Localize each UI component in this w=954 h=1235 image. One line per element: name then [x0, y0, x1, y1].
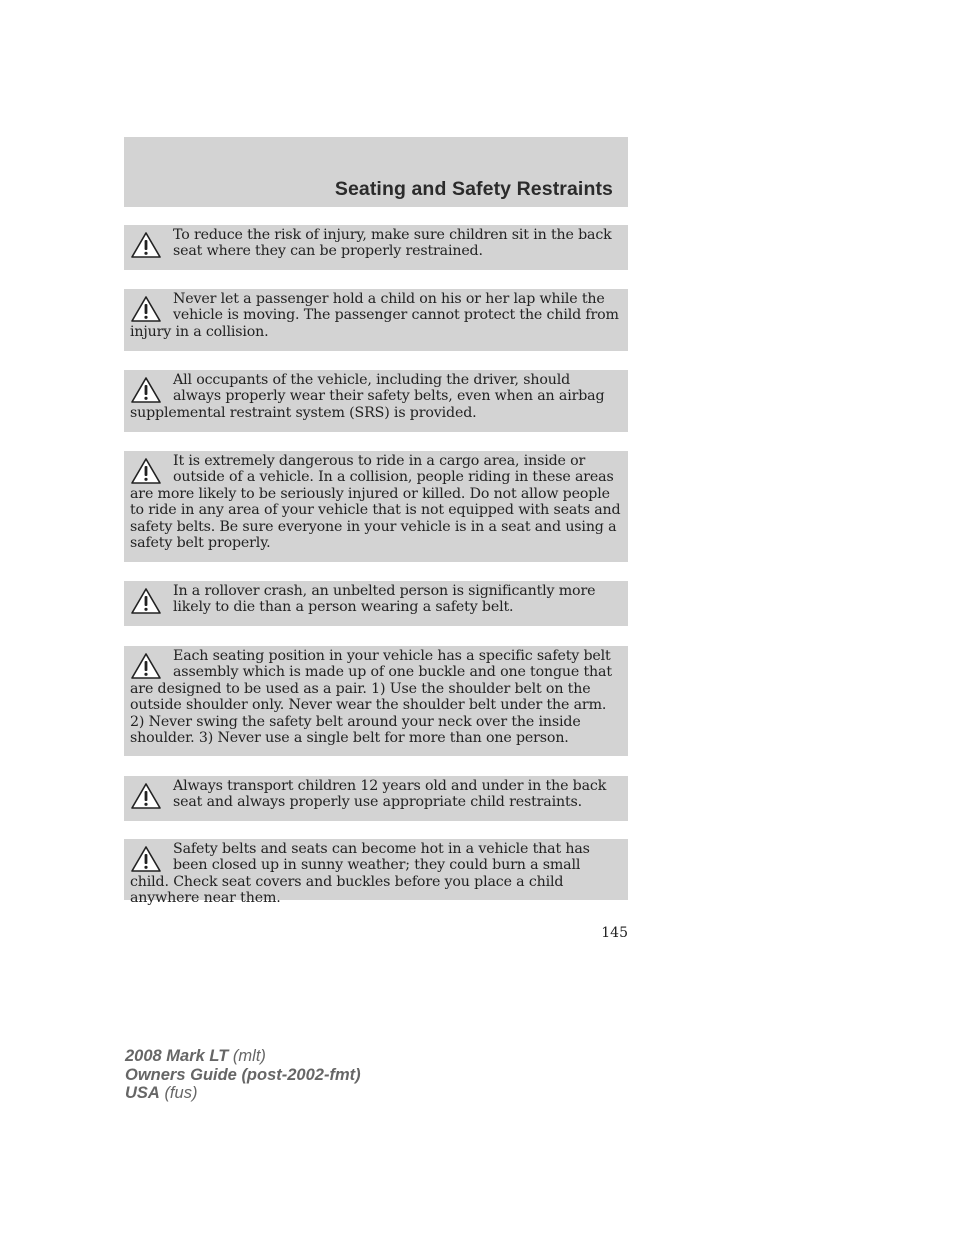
- warning-text: To reduce the risk of injury, make sure children sit in the back seat where they can be properly restrained.: [173, 227, 612, 260]
- footer-model: 2008 Mark LT: [125, 1047, 229, 1065]
- document-footer: [125, 1047, 361, 1103]
- footer-line-model: [125, 1047, 361, 1066]
- warning-box: [124, 646, 628, 756]
- warning-text: Safety belts and seats can become hot in a vehicle that has been closed up in sunny weather; they could burn a small child. Check seat covers and buckles before you place a child anywhere near them.: [130, 841, 590, 907]
- warning-triangle-icon: [130, 376, 162, 404]
- warning-triangle-icon: [130, 295, 162, 323]
- section-header: [124, 137, 628, 207]
- warning-triangle-icon: [130, 231, 162, 259]
- page-title: Seating and Safety Restraints: [334, 178, 613, 200]
- footer-line-guide: [125, 1066, 361, 1085]
- warning-text: Never let a passenger hold a child on his or her lap while the vehicle is moving. The passenger cannot protect the child from injury in a collision.: [130, 291, 619, 340]
- page-number: 145: [601, 925, 628, 941]
- warning-box: [124, 370, 628, 432]
- footer-line-region: [125, 1084, 361, 1103]
- warning-text: Always transport children 12 years old and under in the back seat and always properly use appropriate child restraints.: [173, 778, 607, 811]
- warning-box: [124, 839, 628, 907]
- warning-triangle-icon: [130, 457, 162, 485]
- warning-text: It is extremely dangerous to ride in a cargo area, inside or outside of a vehicle. In a collision, people riding in these areas are more likely to be seriously injured or killed. Do not allow people to ride in any area of your vehicle that is not equipped with seats and safety belts. Be sure everyone in your vehicle is in a seat and using a safety belt properly.: [130, 453, 621, 552]
- warning-triangle-icon: [130, 782, 162, 810]
- footer-region-code: (fus): [164, 1084, 198, 1102]
- warning-box: [124, 225, 628, 270]
- warning-text: Each seating position in your vehicle has a specific safety belt assembly which is made up of one buckle and one tongue that are designed to be used as a pair. 1) Use the shoulder belt on the outside shoulder only. Never wear the shoulder belt under the arm. 2) Never swing the safety belt around your neck over the inside shoulder. 3) Never use a single belt for more than one person.: [130, 648, 612, 747]
- footer-region: USA: [125, 1084, 160, 1102]
- warning-text: In a rollover crash, an unbelted person is significantly more likely to die than a person wearing a safety belt.: [173, 583, 596, 616]
- warning-box: [124, 451, 628, 562]
- footer-guide: Owners Guide (post-2002-fmt): [125, 1065, 361, 1084]
- warning-box: [124, 776, 628, 821]
- warning-box: [124, 581, 628, 626]
- warning-box: [124, 289, 628, 351]
- warning-triangle-icon: [130, 652, 162, 680]
- warning-triangle-icon: [130, 845, 162, 873]
- warning-triangle-icon: [130, 587, 162, 615]
- warning-text: All occupants of the vehicle, including the driver, should always properly wear their safety belts, even when an airbag supplemental restraint system (SRS) is provided.: [130, 372, 605, 421]
- footer-model-code: (mlt): [232, 1047, 266, 1065]
